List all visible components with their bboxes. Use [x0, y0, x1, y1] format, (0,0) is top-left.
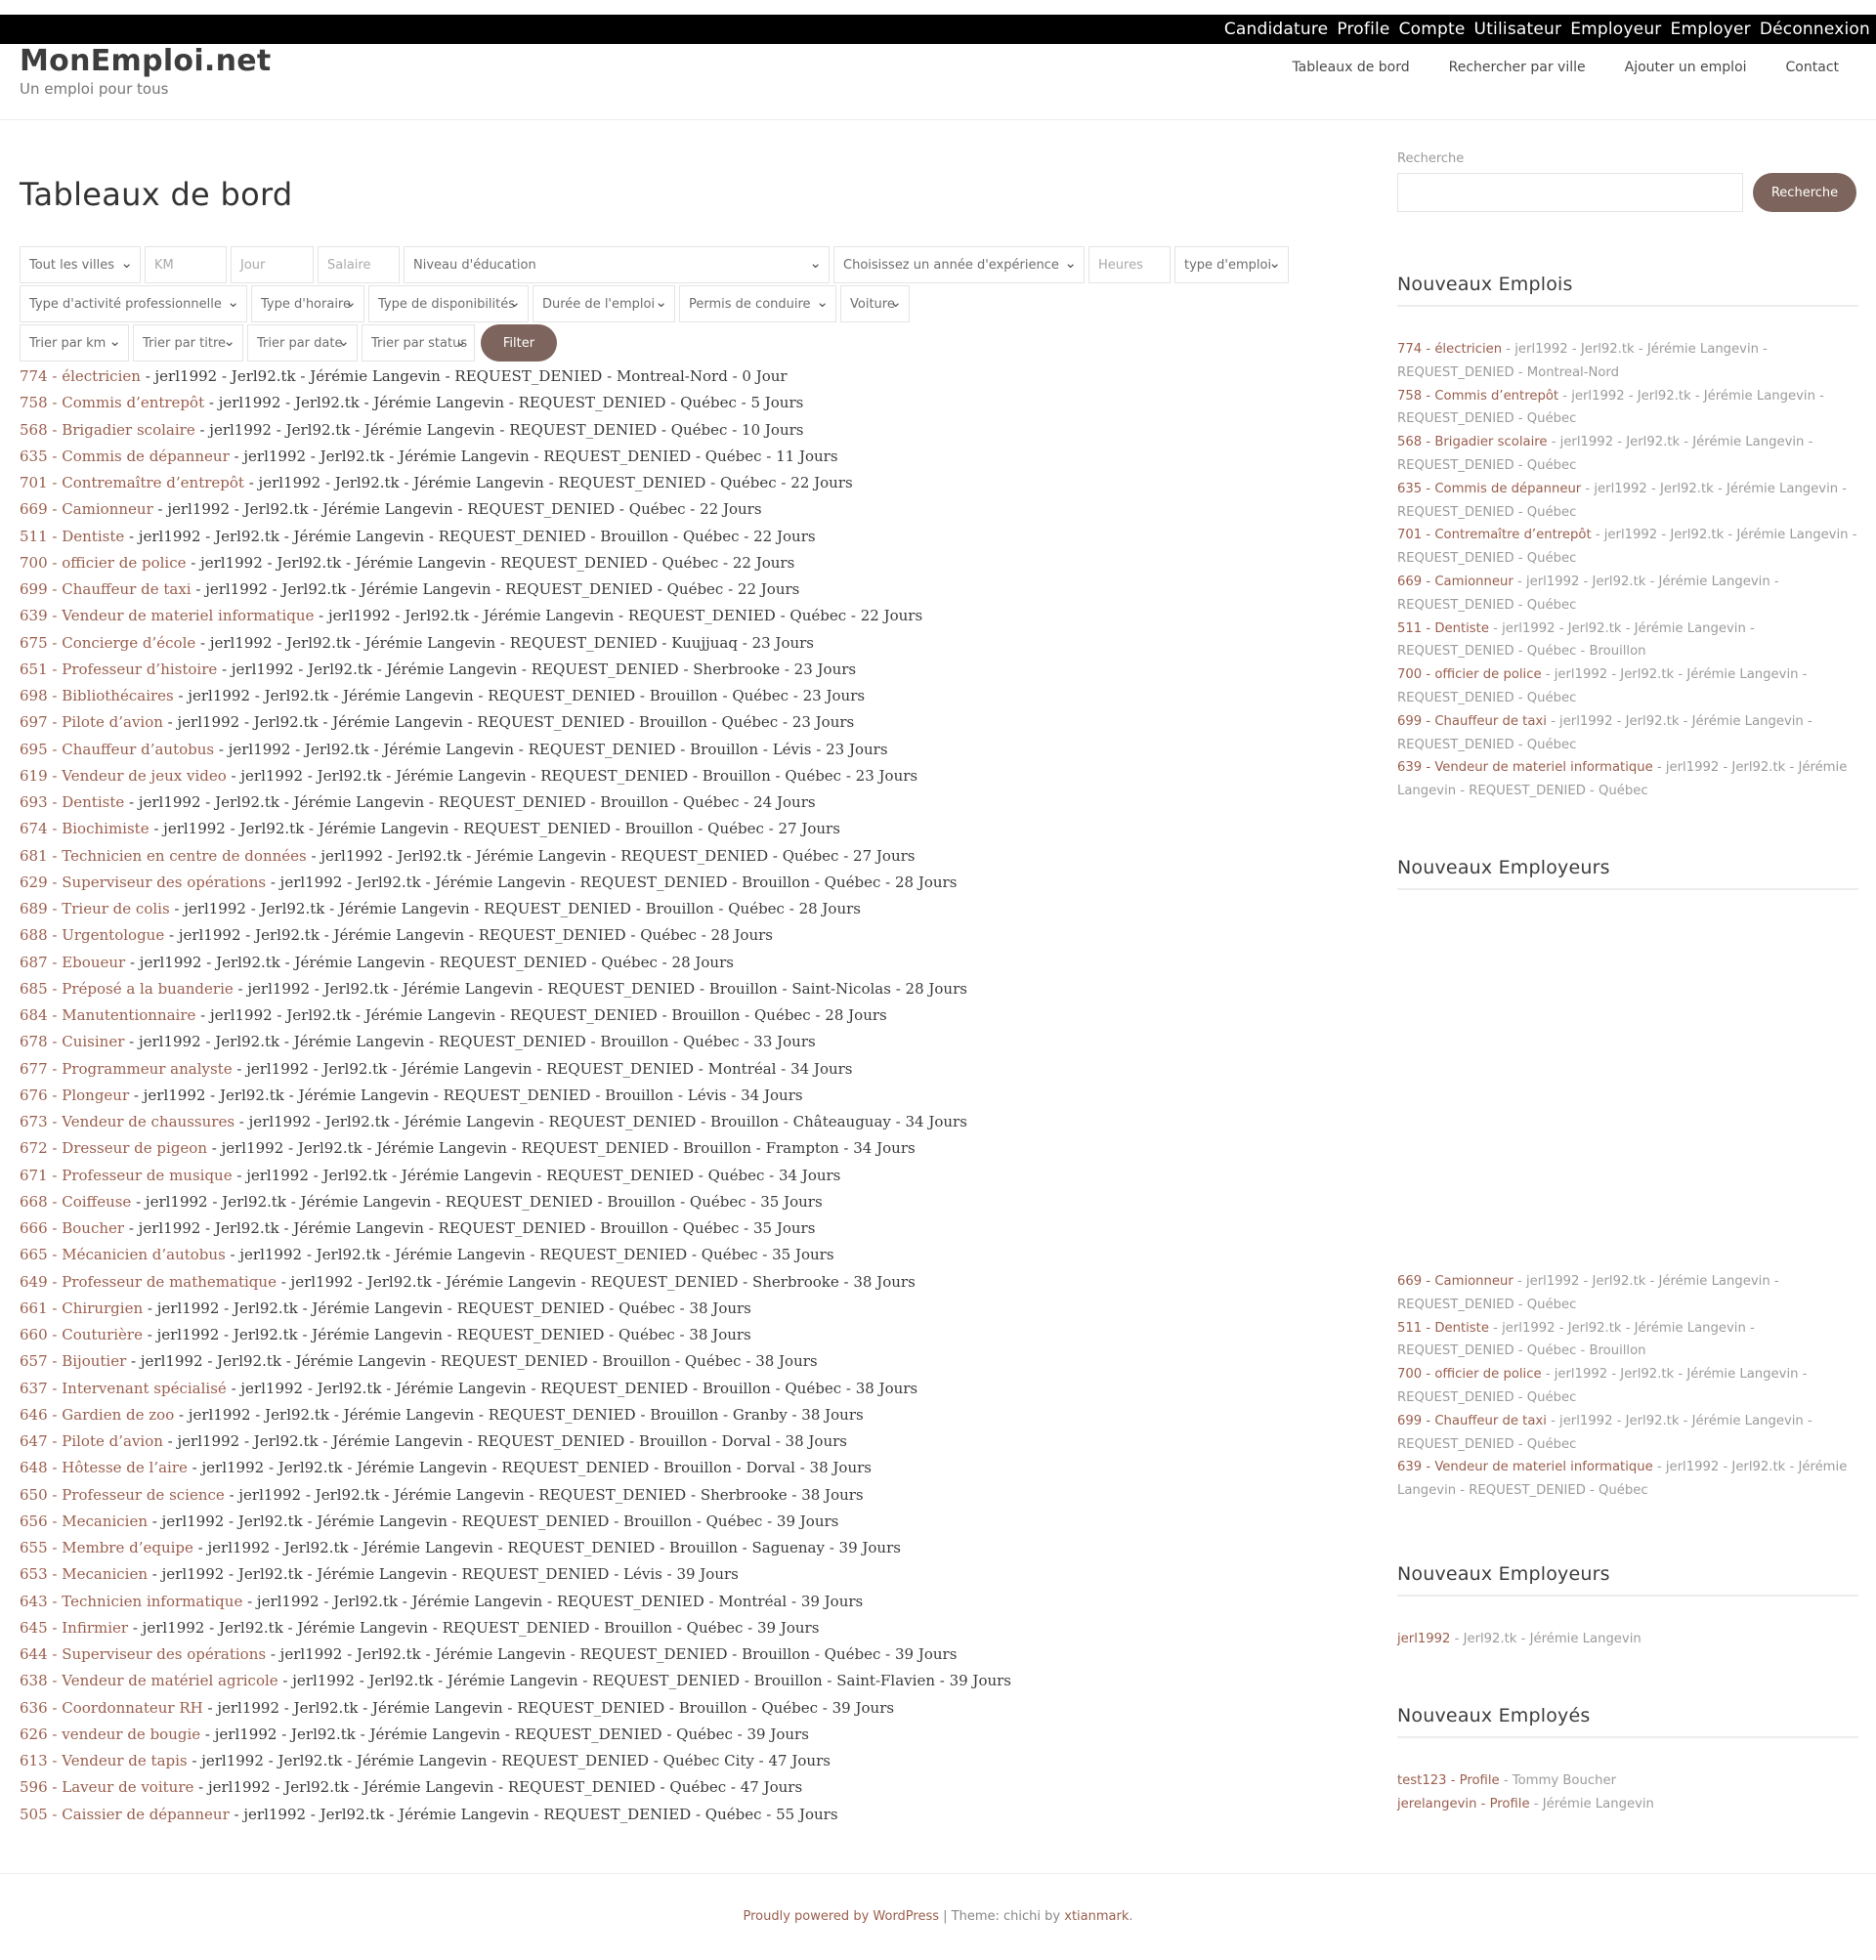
widget-job-item-link[interactable]: 758 - Commis d’entrepôt [1397, 388, 1559, 404]
footer-end: . [1129, 1909, 1133, 1924]
widget-employer-item-link[interactable]: jerl1992 [1397, 1632, 1451, 1646]
widget-employee-item [1397, 1793, 1858, 1816]
sort-by-status-select[interactable]: Trier par status ⌄ [362, 324, 475, 362]
job-list-item-link[interactable]: 678 - Cuisiner [20, 1033, 125, 1051]
widget-job-item-link[interactable]: 669 - Camionneur [1397, 574, 1514, 589]
search-input[interactable] [1397, 173, 1743, 212]
widget-job-item-details: - jerl1992 - Jerl92.tk - Jérémie Langevin - REQUEST_DENIED - Québec - Brouillon [1397, 620, 1755, 660]
experience-select[interactable]: Choisissez un année d'expérience ⌄ [833, 246, 1085, 283]
job-list-item-details: - jerl1992 - Jerl92.tk - Jérémie Langevin - REQUEST_DENIED - Brouillon - Québec - 39 Jours [202, 1698, 895, 1717]
search-button[interactable]: Recherche [1753, 173, 1856, 212]
widget-job-item [1397, 1270, 1858, 1317]
job-list-item-details: - jerl1992 - Jerl92.tk - Jérémie Langevin - REQUEST_DENIED - Montreal-Nord - 0 Jour [140, 367, 788, 385]
job-list-item-details: - jerl1992 - Jerl92.tk - Jérémie Langevin - REQUEST_DENIED - Québec - 38 Jours [143, 1299, 751, 1317]
widget-job-item [1397, 1317, 1858, 1364]
job-list-item [20, 603, 1368, 629]
widget-job-item [1397, 1456, 1858, 1503]
job-list-item-link[interactable]: 626 - vendeur de bougie [20, 1725, 201, 1743]
widget-title: Nouveaux Employeurs [1397, 857, 1858, 890]
widget-job-item-details: - jerl1992 - Jerl92.tk - Jérémie Langevin - REQUEST_DENIED - Montreal-Nord [1397, 342, 1768, 380]
job-list-item-link[interactable]: 619 - Vendeur de jeux video [20, 766, 227, 785]
job-list-item-details: - jerl1992 - Jerl92.tk - Jérémie Langevin - REQUEST_DENIED - Brouillon - Dorval - 38 Jours [162, 1432, 847, 1450]
job-list-item-details: - jerl1992 - Jerl92.tk - Jérémie Langevin - REQUEST_DENIED - Montréal - 34 Jours [232, 1059, 853, 1078]
widget-job-item-details: - jerl1992 - Jerl92.tk - Jérémie Langevin - REQUEST_DENIED - Québec [1397, 388, 1824, 427]
job-list-item-details: - jerl1992 - Jerl92.tk - Jérémie Langevin - REQUEST_DENIED - Québec - 5 Jours [204, 394, 804, 412]
job-list-item-details: - jerl1992 - Jerl92.tk - Jérémie Langevin - REQUEST_DENIED - Québec - 55 Jours [229, 1805, 838, 1823]
job-list-item-details: - jerl1992 - Jerl92.tk - Jérémie Langevin - REQUEST_DENIED - Québec - 22 Jours [314, 607, 923, 625]
job-list-item [20, 576, 1368, 603]
job-list-item [20, 390, 1368, 416]
job-list-item-link[interactable]: 643 - Technicien informatique [20, 1592, 243, 1610]
widget-job-item-details: - jerl1992 - Jerl92.tk - Jérémie Langevin - REQUEST_DENIED - Québec [1397, 1460, 1848, 1499]
city-select[interactable]: Tout les villes ⌄ [20, 246, 141, 283]
job-list-item-details: - jerl1992 - Jerl92.tk - Jérémie Langevin - REQUEST_DENIED - Brouillon - Québec - 28 Jours [266, 873, 958, 891]
job-list-item [20, 1561, 1368, 1588]
widget-title: Nouveaux Employeurs [1397, 1563, 1858, 1597]
search-form [1397, 173, 1858, 212]
job-list-item [20, 524, 1368, 550]
job-list-item-link[interactable]: 774 - électricien [20, 367, 141, 385]
filter-form [20, 246, 1309, 362]
footer-separator: | Theme: chichi by [939, 1909, 1065, 1924]
job-list-item-details: - jerl1992 - Jerl92.tk - Jérémie Langevin - REQUEST_DENIED - Québec - 22 Jours [152, 500, 762, 519]
job-list-item [20, 816, 1368, 842]
widget-job-item-link[interactable]: 639 - Vendeur de materiel informatique [1397, 760, 1653, 776]
job-list-item [20, 1109, 1368, 1135]
job-list-item [20, 1615, 1368, 1641]
widget-job-item [1397, 663, 1858, 710]
job-list-item-link[interactable]: 684 - Manutentionnaire [20, 1006, 196, 1024]
widget-employee-item-link[interactable]: test123 - Profile [1397, 1773, 1500, 1788]
site-tagline: Un emploi pour tous [20, 80, 169, 98]
job-list-item [20, 363, 1368, 390]
job-list-item-details: - jerl1992 - Jerl92.tk - Jérémie Langevin - REQUEST_DENIED - Québec - 22 Jours [186, 553, 795, 572]
job-list-item-link[interactable]: 700 - officier de police [20, 553, 187, 572]
filter-button[interactable]: Filter [481, 324, 557, 362]
widget-job-item-link[interactable]: 568 - Brigadier scolaire [1397, 435, 1548, 450]
widget-list [1397, 1769, 1858, 1816]
job-list-item [20, 1002, 1368, 1029]
widget-job-item-link[interactable]: 635 - Commis de dépanneur [1397, 481, 1582, 496]
widget-nouveaux-employes [1397, 1705, 1858, 1816]
job-list-item-details: - jerl1992 - Jerl92.tk - Jérémie Langevin - REQUEST_DENIED - Québec - 22 Jours [243, 474, 853, 491]
widget-title: Nouveaux Employés [1397, 1705, 1858, 1738]
job-list-item-link[interactable]: 675 - Concierge d’école [20, 633, 196, 652]
widget-job-item-link[interactable]: 511 - Dentiste [1397, 620, 1489, 636]
job-list-item [20, 1242, 1368, 1268]
nav-tableaux-de-bord[interactable]: Tableaux de bord [1292, 60, 1410, 75]
job-list-item-details: - jerl1992 - Jerl92.tk - Jérémie Langevin - REQUEST_DENIED - Québec - 22 Jours [191, 580, 800, 598]
widget-job-item [1397, 431, 1858, 478]
job-list-item [20, 470, 1368, 496]
widget-title: Nouveaux Emplois [1397, 274, 1858, 307]
widget-job-item [1397, 524, 1858, 571]
day-input[interactable]: Jour [231, 246, 314, 283]
nav-contact[interactable]: Contact [1785, 60, 1839, 75]
job-list-item [20, 1748, 1368, 1774]
job-list-item-link[interactable]: 653 - Mecanicien [20, 1565, 149, 1584]
job-list-item [20, 1482, 1368, 1509]
job-list-item [20, 1029, 1368, 1055]
job-list-item-details: - jerl1992 - Jerl92.tk - Jérémie Langevin - REQUEST_DENIED - Montréal - 39 Jours [242, 1592, 864, 1610]
job-list-item-details: - jerl1992 - Jerl92.tk - Jérémie Langevin - REQUEST_DENIED - Brouillon - Frampton - 34 Jours [207, 1139, 916, 1158]
job-list-item [20, 1322, 1368, 1348]
job-list-item-details: - jerl1992 - Jerl92.tk - Jérémie Langevin - REQUEST_DENIED - Québec - 28 Jours [125, 953, 734, 971]
widget-job-item-link[interactable]: 774 - électricien [1397, 342, 1503, 357]
job-list-item-details: - jerl1992 - Jerl92.tk - Jérémie Langevin - REQUEST_DENIED - Brouillon - Québec - 39 Jours [266, 1645, 958, 1663]
nav-rechercher-par-ville[interactable]: Rechercher par ville [1448, 60, 1586, 75]
main-content [20, 176, 1368, 1828]
widget-job-item [1397, 571, 1858, 618]
widget-job-item [1397, 1363, 1858, 1410]
topbar-profile[interactable]: Profile [1337, 20, 1390, 39]
job-list-item [20, 950, 1368, 976]
job-list-item [20, 1695, 1368, 1722]
job-list-item [20, 1056, 1368, 1083]
sort-by-km-select[interactable]: Trier par km ⌄ [20, 324, 129, 362]
sidebar-search [1397, 151, 1858, 212]
job-list-item [20, 417, 1368, 444]
job-list-item-link[interactable]: 505 - Caissier de dépanneur [20, 1805, 230, 1823]
job-list-item [20, 976, 1368, 1002]
widget-job-item-details: - jerl1992 - Jerl92.tk - Jérémie Langevin - REQUEST_DENIED - Québec [1397, 760, 1848, 799]
job-list-item-link[interactable]: 698 - Bibliothécaires [20, 687, 174, 704]
job-list-item-link[interactable]: 681 - Technicien en centre de données [20, 846, 307, 865]
widget-list [1397, 1270, 1858, 1503]
job-list-item [20, 737, 1368, 763]
job-list-item [20, 1455, 1368, 1481]
job-list-item-link[interactable]: 689 - Trieur de colis [20, 900, 170, 917]
job-list-item-details: - jerl1992 - Jerl92.tk - Jérémie Langevin - REQUEST_DENIED - Brouillon - Châteauguay - 34 Jours [234, 1113, 967, 1130]
job-list-item-link[interactable]: 656 - Mecanicien [20, 1512, 149, 1530]
job-list-item-link[interactable]: 677 - Programmeur analyste [20, 1059, 233, 1078]
job-list-item-details: - jerl1992 - Jerl92.tk - Jérémie Langevin - REQUEST_DENIED - Brouillon - Québec - 23 Jours [226, 766, 918, 785]
widget-job-item [1397, 478, 1858, 525]
widget-job-item-details: - jerl1992 - Jerl92.tk - Jérémie Langevin - REQUEST_DENIED - Québec [1397, 1274, 1779, 1312]
job-list-item-link[interactable]: 673 - Vendeur de chaussures [20, 1113, 235, 1130]
job-list-item-details: - jerl1992 - Jerl92.tk - Jérémie Langevin - REQUEST_DENIED - Québec - 28 Jours [164, 926, 773, 945]
wordpress-link[interactable]: Proudly powered by WordPress [743, 1909, 940, 1924]
salary-input[interactable]: Salaire [318, 246, 400, 283]
job-list-item-link[interactable]: 636 - Coordonnateur RH [20, 1698, 203, 1717]
widget-employee-item [1397, 1769, 1858, 1793]
filter-row-1 [20, 246, 1309, 283]
widget-job-item-details: - jerl1992 - Jerl92.tk - Jérémie Langevin - REQUEST_DENIED - Québec [1397, 713, 1812, 752]
job-list-item-link[interactable]: 666 - Boucher [20, 1219, 125, 1237]
job-list-item-link[interactable]: 655 - Membre d’equipe [20, 1539, 193, 1556]
job-list-item [20, 843, 1368, 870]
widget-job-item-link[interactable]: 511 - Dentiste [1397, 1320, 1489, 1336]
job-list-item-details: - jerl1992 - Jerl92.tk - Jérémie Langevin - REQUEST_DENIED - Québec City - 47 Jours [187, 1752, 831, 1769]
job-list-item [20, 1668, 1368, 1694]
widget-employer-item [1397, 1628, 1858, 1651]
job-list-item [20, 496, 1368, 523]
job-list-item-details: - jerl1992 - Jerl92.tk - Jérémie Langevin - REQUEST_DENIED - Québec - 34 Jours [232, 1166, 841, 1184]
job-list-item [20, 1802, 1368, 1828]
km-input[interactable]: KM [145, 246, 227, 283]
job-list-item-link[interactable]: 645 - Infirmier [20, 1618, 129, 1637]
job-list-item-details: - jerl1992 - Jerl92.tk - Jérémie Langevin - REQUEST_DENIED - Québec - 11 Jours [229, 447, 838, 465]
job-list-item [20, 922, 1368, 949]
availability-select[interactable]: Type de disponibilités ⌄ [368, 285, 529, 322]
job-list-item-details: - jerl1992 - Jerl92.tk - Jérémie Langevin - REQUEST_DENIED - Lévis - 39 Jours [148, 1565, 739, 1584]
job-list-item-link[interactable]: 639 - Vendeur de materiel informatique [20, 607, 315, 625]
job-list-item-details: - jerl1992 - Jerl92.tk - Jérémie Langevin - REQUEST_DENIED - Brouillon - Québec - 24 Jours [124, 793, 816, 811]
job-list-item-details: - jerl1992 - Jerl92.tk - Jérémie Langevin - REQUEST_DENIED - Québec - 35 Jours [225, 1246, 834, 1264]
widget-job-item-link[interactable]: 700 - officier de police [1397, 1367, 1542, 1383]
job-type-select[interactable]: type d'emploi ⌄ [1174, 246, 1289, 283]
job-list-item-link[interactable]: 637 - Intervenant spécialisé [20, 1379, 227, 1397]
job-list-item-link[interactable]: 635 - Commis de dépanneur [20, 447, 230, 465]
job-list-item-link[interactable]: 676 - Plongeur [20, 1086, 130, 1104]
filter-row-2 [20, 285, 1309, 322]
job-list-item-details: - jerl1992 - Jerl92.tk - Jérémie Langevin - REQUEST_DENIED - Sherbrooke - 38 Jours [224, 1485, 864, 1504]
widget-job-item-link[interactable]: 639 - Vendeur de materiel informatique [1397, 1460, 1653, 1475]
widget-job-item-details: - jerl1992 - Jerl92.tk - Jérémie Langevin - REQUEST_DENIED - Québec [1397, 574, 1779, 613]
job-list-item [20, 789, 1368, 816]
filter-row-3 [20, 324, 1309, 362]
site-footer [0, 1873, 1876, 1960]
job-list-item-details: - jerl1992 - Jerl92.tk - Jérémie Langevin - REQUEST_DENIED - Brouillon - Québec - 28 Jours [169, 900, 861, 917]
page-title: Tableaux de bord [20, 176, 293, 213]
job-list-item-details: - jerl1992 - Jerl92.tk - Jérémie Langevin - REQUEST_DENIED - Québec - 10 Jours [194, 420, 804, 439]
job-list-item [20, 1402, 1368, 1428]
job-list-item [20, 630, 1368, 657]
job-list-item [20, 683, 1368, 709]
widget-job-item-details: - jerl1992 - Jerl92.tk - Jérémie Langevin - REQUEST_DENIED - Québec [1397, 435, 1813, 473]
widget-employee-item-link[interactable]: jerelangevin - Profile [1397, 1796, 1530, 1811]
widget-job-item-link[interactable]: 699 - Chauffeur de taxi [1397, 713, 1547, 729]
job-list-item-details: - jerl1992 - Jerl92.tk - Jérémie Langevin - REQUEST_DENIED - Brouillon - Dorval - 38 Jours [187, 1459, 872, 1477]
job-list-item-link[interactable]: 648 - Hôtesse de l’aire [20, 1459, 188, 1477]
job-list-item-link[interactable]: 688 - Urgentologue [20, 926, 165, 945]
sort-by-date-select[interactable]: Trier par date ⌄ [247, 324, 358, 362]
job-list-item-link[interactable]: 672 - Dresseur de pigeon [20, 1139, 207, 1158]
job-list-item-details: - jerl1992 - Jerl92.tk - Jérémie Langevin - REQUEST_DENIED - Brouillon - Québec - 23 Jours [173, 687, 866, 704]
widget-employee-item-details: - Tommy Boucher [1499, 1773, 1616, 1788]
job-list-item-details: - jerl1992 - Jerl92.tk - Jérémie Langevin - REQUEST_DENIED - Brouillon - Québec - 38 Jours [126, 1352, 818, 1371]
widget-job-item-details: - jerl1992 - Jerl92.tk - Jérémie Langevin - REQUEST_DENIED - Québec [1397, 1367, 1808, 1405]
job-list-item-details: - jerl1992 - Jerl92.tk - Jérémie Langevin - REQUEST_DENIED - Brouillon - Québec - 38 Jours [226, 1379, 918, 1397]
widget-job-item [1397, 385, 1858, 432]
widget-list [1397, 1628, 1858, 1651]
job-list-item [20, 1215, 1368, 1242]
job-list-item-details: - jerl1992 - Jerl92.tk - Jérémie Langevin - REQUEST_DENIED - Brouillon - Lévis - 34 Jours [129, 1086, 803, 1104]
job-list-item-link[interactable]: 695 - Chauffeur d’autobus [20, 740, 215, 758]
widget-partial-job-list [1397, 1270, 1858, 1503]
sort-by-title-select[interactable]: Trier par titre ⌄ [133, 324, 243, 362]
job-list-item [20, 1641, 1368, 1668]
job-list-item-details: - jerl1992 - Jerl92.tk - Jérémie Langevin - REQUEST_DENIED - Brouillon - Québec - 27 Jours [149, 820, 840, 838]
activity-type-select[interactable]: Type d'activité professionnelle ⌄ [20, 285, 247, 322]
topbar-employeur[interactable]: Employeur [1570, 20, 1662, 39]
job-list-item-link[interactable]: 693 - Dentiste [20, 793, 125, 811]
job-list-item [20, 1296, 1368, 1322]
job-list-item-link[interactable]: 613 - Vendeur de tapis [20, 1752, 188, 1769]
job-list-item [20, 1135, 1368, 1162]
job-list-item-link[interactable]: 644 - Superviseur des opérations [20, 1645, 267, 1663]
theme-author-link[interactable]: xtianmark [1064, 1909, 1130, 1924]
hours-input[interactable]: Heures [1088, 246, 1171, 283]
site-title[interactable]: MonEmploi.net [20, 44, 272, 78]
car-select[interactable]: Voiture ⌄ [840, 285, 910, 322]
job-list-item-link[interactable]: 665 - Mécanicien d’autobus [20, 1246, 226, 1264]
job-list-item-details: - jerl1992 - Jerl92.tk - Jérémie Langevin - REQUEST_DENIED - Brouillon - Lévis - 23 Jours [214, 740, 888, 758]
job-list-item-details: - jerl1992 - Jerl92.tk - Jérémie Langevin - REQUEST_DENIED - Québec - 38 Jours [142, 1326, 751, 1343]
job-list-item-details: - jerl1992 - Jerl92.tk - Jérémie Langevin - REQUEST_DENIED - Brouillon - Québec - 28 Jours [195, 1006, 887, 1024]
job-list-item-link[interactable]: 687 - Eboueur [20, 953, 126, 971]
job-list-item [20, 1376, 1368, 1402]
site-branding [20, 44, 272, 98]
site-header [0, 44, 1876, 120]
schedule-type-select[interactable]: Type d'horaire ⌄ [251, 285, 364, 322]
job-list-item-link[interactable]: 669 - Camionneur [20, 500, 153, 519]
job-list-item-details: - jerl1992 - Jerl92.tk - Jérémie Langevin - REQUEST_DENIED - Brouillon - Québec - 22 Jours [124, 527, 816, 545]
widget-job-item [1397, 756, 1858, 803]
job-list-item-link[interactable]: 668 - Coiffeuse [20, 1192, 132, 1211]
job-list-item-link[interactable]: 651 - Professeur d’histoire [20, 660, 218, 678]
job-list-item-link[interactable]: 701 - Contremaître d’entrepôt [20, 474, 244, 491]
job-list [20, 363, 1368, 1828]
widget-job-item-details: - jerl1992 - Jerl92.tk - Jérémie Langevin - REQUEST_DENIED - Québec [1397, 667, 1808, 705]
topbar-utilisateur[interactable]: Utilisateur [1473, 20, 1562, 39]
job-list-item-details: - jerl1992 - Jerl92.tk - Jérémie Langevin - REQUEST_DENIED - Québec - 47 Jours [193, 1778, 803, 1797]
widget-list [1397, 338, 1858, 803]
job-list-item [20, 1589, 1368, 1615]
job-list-item-details: - jerl1992 - Jerl92.tk - Jérémie Langevin - REQUEST_DENIED - Sherbrooke - 23 Jours [217, 660, 857, 678]
topbar-compte[interactable]: Compte [1398, 20, 1466, 39]
job-list-item [20, 870, 1368, 896]
main-navigation [1253, 60, 1839, 75]
widget-employer-item-details: - Jerl92.tk - Jérémie Langevin [1450, 1632, 1642, 1646]
job-list-item [20, 1509, 1368, 1535]
job-list-item-link[interactable]: 650 - Professeur de science [20, 1485, 225, 1504]
job-list-item [20, 1348, 1368, 1375]
job-list-item-link[interactable]: 661 - Chirurgien [20, 1299, 144, 1317]
job-list-item [20, 1083, 1368, 1109]
job-list-item [20, 1722, 1368, 1748]
job-list-item-details: - jerl1992 - Jerl92.tk - Jérémie Langevin - REQUEST_DENIED - Québec - 39 Jours [200, 1725, 809, 1743]
widget-job-item-details: - jerl1992 - Jerl92.tk - Jérémie Langevin - REQUEST_DENIED - Québec - Brouillon [1397, 1320, 1755, 1359]
job-list-item [20, 896, 1368, 922]
widget-nouveaux-employeurs-2 [1397, 1563, 1858, 1651]
widget-job-item-link[interactable]: 701 - Contremaître d’entrepôt [1397, 528, 1592, 543]
job-list-item [20, 1535, 1368, 1561]
widget-job-item-link[interactable]: 699 - Chauffeur de taxi [1397, 1413, 1547, 1428]
job-list-item [20, 444, 1368, 470]
job-list-item [20, 763, 1368, 789]
widget-job-item-details: - jerl1992 - Jerl92.tk - Jérémie Langevin - REQUEST_DENIED - Québec [1397, 1413, 1812, 1452]
job-list-item-link[interactable]: 646 - Gardien de zoo [20, 1405, 175, 1424]
widget-job-item-details: - jerl1992 - Jerl92.tk - Jérémie Langevin - REQUEST_DENIED - Québec [1397, 528, 1857, 567]
widget-job-item-link[interactable]: 700 - officier de police [1397, 667, 1542, 683]
job-list-item-details: - jerl1992 - Jerl92.tk - Jérémie Langevin - REQUEST_DENIED - Brouillon - Saint-Flavien - 39 Jours [277, 1672, 1012, 1690]
widget-job-item [1397, 710, 1858, 757]
widget-employee-item-details: - Jérémie Langevin [1529, 1796, 1654, 1811]
job-list-item-details: - jerl1992 - Jerl92.tk - Jérémie Langevin - REQUEST_DENIED - Brouillon - Québec - 39 Jours [148, 1512, 839, 1530]
job-duration-select[interactable]: Durée de l'emploi ⌄ [533, 285, 675, 322]
job-list-item-details: - jerl1992 - Jerl92.tk - Jérémie Langevin - REQUEST_DENIED - Sherbrooke - 38 Jours [276, 1272, 916, 1291]
job-list-item [20, 1189, 1368, 1215]
topbar-deconnexion[interactable]: Déconnexion [1759, 20, 1870, 39]
job-list-item-link[interactable]: 647 - Pilote d’avion [20, 1432, 163, 1450]
job-list-item [20, 657, 1368, 683]
widget-job-item [1397, 338, 1858, 385]
job-list-item [20, 1428, 1368, 1455]
job-list-item [20, 1163, 1368, 1189]
footer-credits [0, 1909, 1876, 1924]
job-list-item-link[interactable]: 568 - Brigadier scolaire [20, 420, 195, 439]
job-list-item-link[interactable]: 638 - Vendeur de matériel agricole [20, 1672, 278, 1690]
job-list-item-link[interactable]: 660 - Couturière [20, 1326, 143, 1343]
job-list-item-link[interactable]: 674 - Biochimiste [20, 820, 149, 838]
job-list-item-link[interactable]: 671 - Professeur de musique [20, 1166, 233, 1184]
widget-nouveaux-employeurs [1397, 857, 1858, 921]
job-list-item-link[interactable]: 511 - Dentiste [20, 527, 125, 545]
job-list-item-link[interactable]: 596 - Laveur de voiture [20, 1778, 194, 1797]
widget-job-item [1397, 618, 1858, 664]
job-list-item-details: - jerl1992 - Jerl92.tk - Jérémie Langevin - REQUEST_DENIED - Brouillon - Granby - 38 Jours [174, 1405, 864, 1424]
widget-job-item-details: - jerl1992 - Jerl92.tk - Jérémie Langevin - REQUEST_DENIED - Québec [1397, 481, 1848, 520]
job-list-item-link[interactable]: 657 - Bijoutier [20, 1352, 127, 1371]
job-list-item [20, 709, 1368, 736]
nav-ajouter-un-emploi[interactable]: Ajouter un emploi [1624, 60, 1747, 75]
job-list-item [20, 550, 1368, 576]
job-list-item-details: - jerl1992 - Jerl92.tk - Jérémie Langevin - REQUEST_DENIED - Québec - 27 Jours [306, 846, 916, 865]
job-list-item-link[interactable]: 699 - Chauffeur de taxi [20, 580, 192, 598]
job-list-item-details: - jerl1992 - Jerl92.tk - Jérémie Langevin - REQUEST_DENIED - Brouillon - Saint-Nicolas - 28 Jours [233, 979, 967, 998]
job-list-item-link[interactable]: 629 - Superviseur des opérations [20, 873, 267, 891]
job-list-item-link[interactable]: 649 - Professeur de mathematique [20, 1272, 277, 1291]
job-list-item-details: - jerl1992 - Jerl92.tk - Jérémie Langevin - REQUEST_DENIED - Kuujjuaq - 23 Jours [195, 633, 815, 652]
job-list-item-details: - jerl1992 - Jerl92.tk - Jérémie Langevin - REQUEST_DENIED - Brouillon - Québec - 35 Jours [124, 1219, 816, 1237]
job-list-item-link[interactable]: 758 - Commis d’entrepôt [20, 394, 205, 412]
job-list-item [20, 1774, 1368, 1801]
topbar-employer[interactable]: Employer [1670, 20, 1751, 39]
drivers-license-select[interactable]: Permis de conduire ⌄ [679, 285, 836, 322]
widget-job-item [1397, 1410, 1858, 1457]
job-list-item-link[interactable]: 685 - Préposé a la buanderie [20, 979, 234, 998]
job-list-item-details: - jerl1992 - Jerl92.tk - Jérémie Langevin - REQUEST_DENIED - Brouillon - Québec - 33 Jours [124, 1033, 816, 1051]
widget-job-item-link[interactable]: 669 - Camionneur [1397, 1274, 1514, 1289]
job-list-item-details: - jerl1992 - Jerl92.tk - Jérémie Langevin - REQUEST_DENIED - Brouillon - Québec - 35 Jours [131, 1192, 823, 1211]
job-list-item [20, 1269, 1368, 1296]
topbar-candidature[interactable]: Candidature [1223, 20, 1329, 39]
job-list-item-details: - jerl1992 - Jerl92.tk - Jérémie Langevin - REQUEST_DENIED - Brouillon - Saguenay - 39 Jours [192, 1539, 901, 1556]
job-list-item-details: - jerl1992 - Jerl92.tk - Jérémie Langevin - REQUEST_DENIED - Brouillon - Québec - 23 Jours [162, 713, 855, 732]
job-list-item-details: - jerl1992 - Jerl92.tk - Jérémie Langevin - REQUEST_DENIED - Brouillon - Québec - 39 Jours [128, 1618, 820, 1637]
top-admin-bar [0, 15, 1876, 44]
widget-nouveaux-emplois [1397, 274, 1858, 803]
job-list-item-link[interactable]: 697 - Pilote d’avion [20, 713, 163, 732]
search-label: Recherche [1397, 151, 1465, 166]
education-select[interactable]: Niveau d'éducation ⌄ [404, 246, 830, 283]
